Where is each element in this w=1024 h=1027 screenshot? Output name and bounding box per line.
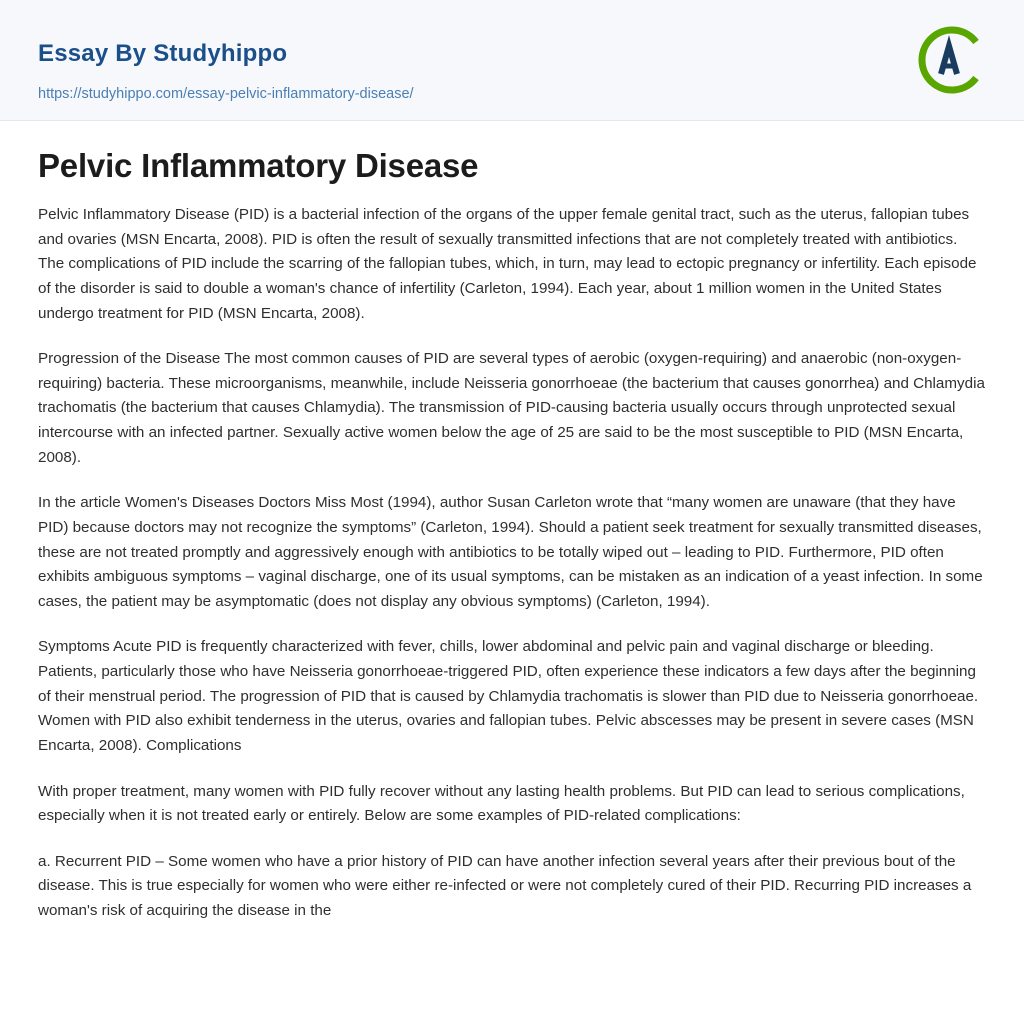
site-brand: Essay By Studyhippo xyxy=(38,40,288,67)
studyhippo-logo-icon xyxy=(910,22,986,98)
article-paragraph: Symptoms Acute PID is frequently characterized with fever, chills, lower abdominal and pelvic pain and vaginal discharge or bleeding. Patients, particularly those who have Neisseria gonorrhoeae-triggered PID, often experience these indicators a few days after the beginning of their menstrual period. The progression of PID that is caused by Chlamydia trachomatis is slower than PID due to Neisseria gonorrhoeae. Women with PID also exhibit tenderness in the uterus, ovaries and fallopian tubes. Pelvic abscesses may be present in severe cases (MSN Encarta, 2008). Complications xyxy=(38,638,979,754)
article-paragraph: a. Recurrent PID – Some women who have a prior history of PID can have another infection several years after their previous bout of the disease. This is true especially for women who were either re-infected or were not completely cured of their PID. Recurring PID increases a woman's risk of acquiring the disease in the xyxy=(38,852,972,919)
article-paragraph: Pelvic Inflammatory Disease (PID) is a bacterial infection of the organs of the upper female genital tract, such as the uterus, fallopian tubes and ovaries (MSN Encarta, 2008). PID is often the result of sexually transmitted infections that are not completely treated with antibiotics. The complications of PID include the scarring of the fallopian tubes, which, in turn, may lead to ectopic pregnancy or infertility. Each episode of the disorder is said to double a woman's chance of infertility (Carleton, 1994). Each year, about 1 million women in the United States undergo treatment for PID (MSN Encarta, 2008). xyxy=(38,206,977,322)
article-body xyxy=(0,121,1024,924)
article-paragraph: Progression of the Disease The most common causes of PID are several types of aerobic (oxygen-requiring) and anaerobic (non-oxygen-requiring) bacteria. These microorganisms, meanwhile, include Neisseria gonorrhoeae (the bacterium that causes gonorrhea) and Chlamydia trachomatis (the bacterium that causes Chlamydia). The transmission of PID-causing bacteria usually occurs through unprotected sexual intercourse with an infected partner. Sexually active women below the age of 25 are said to be the most susceptible to PID (MSN Encarta, 2008). xyxy=(38,350,985,466)
article-paragraph: With proper treatment, many women with PID fully recover without any lasting health problems. But PID can lead to serious complications, especially when it is not treated early or entirely. Below are some examples of PID-related complications: xyxy=(38,782,965,825)
site-header xyxy=(0,0,1024,121)
source-url-link[interactable]: https://studyhippo.com/essay-pelvic-inflammatory-disease/ xyxy=(38,86,414,102)
article-paragraph: In the article Women's Diseases Doctors Miss Most (1994), author Susan Carleton wrote that “many women are unaware (that they have PID) because doctors may not recognize the symptoms” (Carleton, 1994). Should a patient seek treatment for sexually transmitted diseases, these are not treated promptly and aggressively enough with antibiotics to be totally wiped out – leading to PID. Furthermore, PID often exhibits ambiguous symptoms – vaginal discharge, one of its usual symptoms, can be mistaken as an indication of a yeast infection. In some cases, the patient may be asymptomatic (does not display any obvious symptoms) (Carleton, 1994). xyxy=(38,494,983,610)
page-title: Pelvic Inflammatory Disease xyxy=(38,147,479,184)
